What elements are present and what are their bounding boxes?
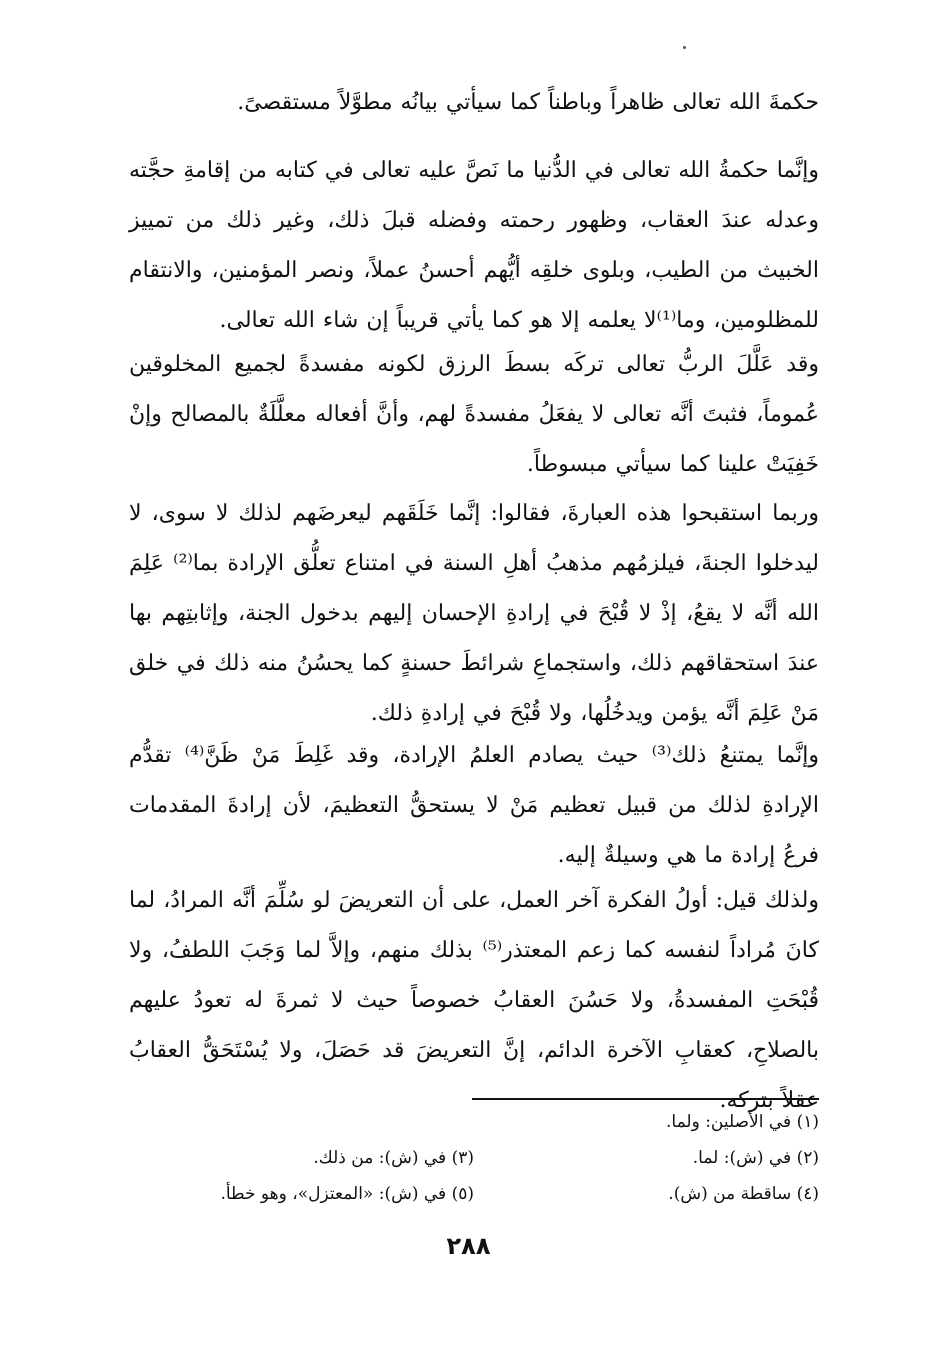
scan-speck: [683, 46, 686, 49]
footnotes: [129, 1104, 819, 1212]
footnote-4: (٤) ساقطة من (ش).: [668, 1184, 819, 1204]
footnote-row: [129, 1140, 819, 1176]
paragraph-4: وربما استقبحوا هذه العبارةَ، فقالوا: إنَّما خَلَقَهم ليعرضَهم لذلك لا سوى، لا ليدخلوا الجنةَ، فيلزمُهم مذهبُ أهلِ السنة في امتناع تعلُّق الإرادة بما⁽²⁾ عَلِمَ الله أنَّه لا يقعُ، إذْ لا قُبْحَ في إرادةِ الإحسان إليهم بدخول الجنة، وإثابتِهم بها عندَ استحقاقهم ذلك، واستجماعِ شرائطَ حسنةٍ كما يحسُنُ منه ذلك في خلق مَنْ عَلِمَ أنَّه يؤمن ويدخُلُها، ولا قُبْحَ في إرادةِ ذلك.: [129, 501, 820, 726]
page-number: ٢٨٨: [446, 1232, 491, 1260]
footnote-2: (٢) في (ش): لما.: [692, 1148, 819, 1168]
footnote-divider: [472, 1098, 819, 1100]
paragraph-3: وقد عَلَّلَ الربُّ تعالى تركَه بسطَ الرزق لكونه مفسدةً لجميع المخلوقين عُموماً، فثبتَ أنَّه تعالى لا يفعَلُ مفسدةً لهم، وأنَّ أفعاله معلَّلَةٌ بالمصالح وإنْ خَفِيَتْ علينا كما سيأتي مبسوطاً.: [129, 352, 819, 477]
paragraph-6: ولذلك قيل: أولُ الفكرة آخر العمل، على أن التعريضَ لو سُلِّمَ أنَّه المرادُ، لما كانَ مُراداً لنفسه كما زعم المعتذر⁽⁵⁾ بذلك منهم، وإلاَّ لما وَجَبَ اللطفُ، ولا قُبْحَتِ المفسدةُ، ولا حَسُنَ العقابُ خصوصاً حيث لا ثمرةَ له تعودُ عليهم بالصلاحِ، كعقابِ الآخرة الدائم، إنَّ التعريضَ قد حَصَلَ، ولا يُسْتَحَقُّ العقابُ عقلاً بتركه.: [129, 888, 819, 1113]
footnote-row: [129, 1176, 819, 1212]
footnote-1: (١) في الأصلين: ولما.: [665, 1112, 819, 1132]
paragraph-1: حكمةَ الله تعالى ظاهراً وباطناً كما سيأتي بيانُه مطوَّلاً مستقصىً.: [237, 90, 819, 115]
paragraph-5: وإنَّما يمتنعُ ذلك⁽³⁾ حيث يصادم العلمُ الإرادة، وقد غَلِطَ مَنْ ظَنَّ⁽⁴⁾ تقدُّم الإرادةِ لذلك من قبيل تعظيم مَنْ لا يستحقُّ التعظيمَ، لأن إرادةَ المقدمات فرعُ إرادة ما هي وسيلةٌ إليه.: [129, 743, 819, 868]
footnote-5: (٥) في (ش): «المعتزل»، وهو خطأ.: [220, 1184, 474, 1204]
footnote-row: [129, 1104, 819, 1140]
footnote-3: (٣) في (ش): من ذلك.: [313, 1148, 474, 1168]
paragraph-2: وإنَّما حكمةُ الله تعالى في الدُّنيا ما نَصَّ عليه تعالى في كتابه من إقامةِ حجَّته وعدله عندَ العقاب، وظهور رحمته وفضله قبلَ ذلك، وغير ذلك من تمييز الخبيث من الطيب، وبلوى خلقِه أيُّهم أحسنُ عملاً، ونصر المؤمنين، والانتقام للمظلومين، وما⁽¹⁾لا يعلمه إلا هو كما يأتي قريباً إن شاء الله تعالى.: [129, 158, 819, 333]
